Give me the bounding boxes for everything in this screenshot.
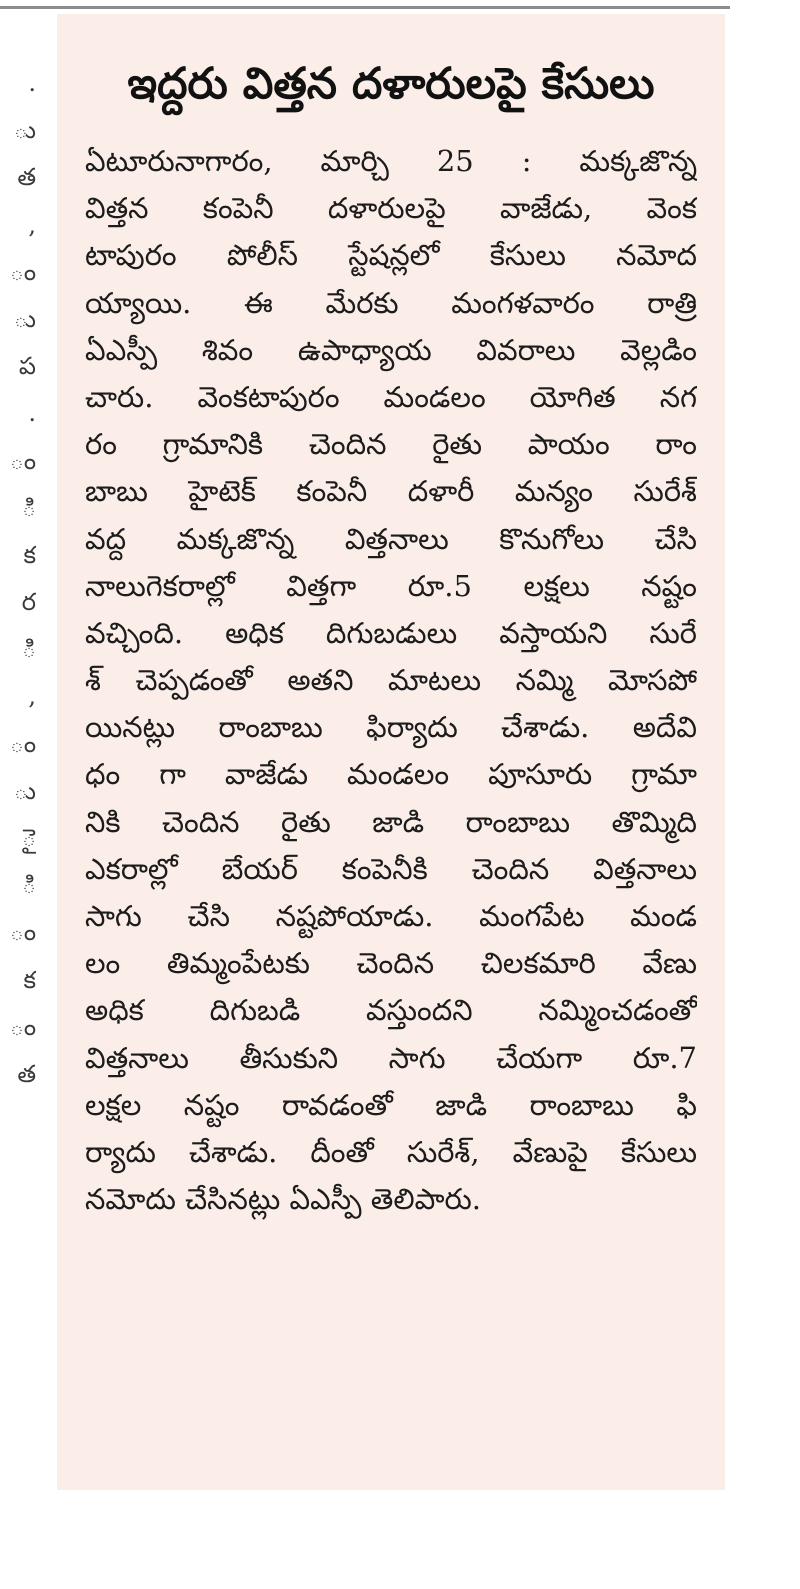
adjacent-column-char: త <box>17 1059 36 1088</box>
article-text-line: శ్ చెప్పడంతో అతని మాటలు నమ్మి మోసపో <box>85 663 697 698</box>
article-text-line: ధం గా వాజేడు మండలం పూసూరు గ్రామా <box>85 757 697 792</box>
article-text-line: సాగు చేసి నష్టపోయాడు. మంగపేట మండ <box>85 899 697 933</box>
adjacent-column-char: ి <box>22 871 36 900</box>
article-text-line: విత్తనాలు తీసుకుని సాగు చేయగా రూ.7 <box>85 1040 697 1075</box>
adjacent-column-char: ు <box>13 116 36 145</box>
article-text-line: యినట్లు రాంబాబు ఫిర్యాదు చేశాడు. అదేవి <box>85 710 697 745</box>
article-text-line: రం గ్రామానికి చెందిన రైతు పాయం రాం <box>85 427 697 462</box>
adjacent-column-char: ు <box>13 776 36 805</box>
article-text-line: ఏటూరునాగారం, మార్చి 25 : మక్కజొన్న <box>85 144 697 178</box>
adjacent-column-char: . <box>28 69 36 97</box>
adjacent-column-char: క <box>23 540 36 569</box>
adjacent-column-char: ం <box>9 918 36 947</box>
article-text-line: వచ్చింది. అధిక దిగుబడులు వస్తాయని సురే <box>85 615 697 650</box>
adjacent-column-fragment <box>0 60 36 1460</box>
adjacent-column-char: ం <box>9 1012 36 1041</box>
article-text-line: లక్షల నష్టం రావడంతో జాడి రాంబాబు ఫి <box>85 1087 697 1122</box>
adjacent-column-char: క <box>23 965 36 994</box>
adjacent-column-char: ి <box>22 493 36 522</box>
news-article <box>57 14 725 1490</box>
adjacent-column-char: త <box>17 163 36 192</box>
article-text-line: వద్ద మక్కజొన్న విత్తనాలు కొనుగోలు చేసి <box>85 521 697 556</box>
article-text-line: టాపురం పోలీస్ స్టేషన్లలో కేసులు నమోద <box>85 238 697 273</box>
article-text-line: లం తిమ్మంపేటకు చెందిన చిలకమారి వేణు <box>85 946 697 981</box>
adjacent-column-char: ు <box>13 304 36 333</box>
article-headline: ఇద్దరు విత్తన దళారులపై కేసులు <box>127 59 655 109</box>
adjacent-column-char: . <box>28 399 36 428</box>
adjacent-column-char: , <box>28 682 36 711</box>
article-text-line: ఏఎస్పీ శివం ఉపాధ్యాయ వివరాలు వెల్లడిం <box>85 332 697 367</box>
adjacent-column-char: ం <box>9 446 36 475</box>
adjacent-column-char: ం <box>9 257 36 286</box>
article-text-line: నికి చెందిన రైతు జాడి రాంబాబు తొమ్మిది <box>85 804 697 839</box>
article-text-line: ర్యాదు చేశాడు. దీంతో సురేశ్, వేణుపై కేసులు <box>85 1134 697 1169</box>
adjacent-column-char: ప <box>18 352 36 381</box>
adjacent-column-char: ై <box>22 824 36 852</box>
article-body <box>85 138 697 1223</box>
article-text-line: బాబు హైటెక్ కంపెనీ దళారీ మన్యం సురేశ్ <box>85 474 697 509</box>
article-text-line: విత్తన కంపెనీ దళారులపై వాజేడు, వెంక <box>85 191 697 226</box>
adjacent-column-char: ర <box>21 588 36 617</box>
article-text-line: నమోదు చేసినట్లు ఏఎస్పీ తెలిపారు. <box>85 1182 481 1217</box>
article-text-line: చారు. వెంకటాపురం మండలం యోగిత నగ <box>85 379 697 414</box>
article-text-line: అధిక దిగుబడి వస్తుందని నమ్మించడంతో <box>85 993 697 1028</box>
adjacent-column-char: , <box>28 210 36 239</box>
article-text-line: ఎకరాల్లో బేయర్ కంపెనీకి చెందిన విత్తనాలు <box>85 851 697 886</box>
adjacent-column-char: ం <box>9 729 36 758</box>
article-text-line: నాలుగెకరాల్లో విత్తగా రూ.5 లక్షలు నష్టం <box>85 568 697 603</box>
adjacent-column-char: ి <box>22 635 36 664</box>
article-text-line: య్యాయి. ఈ మేరకు మంగళవారం రాత్రి <box>85 285 697 320</box>
top-column-rule <box>0 6 730 9</box>
